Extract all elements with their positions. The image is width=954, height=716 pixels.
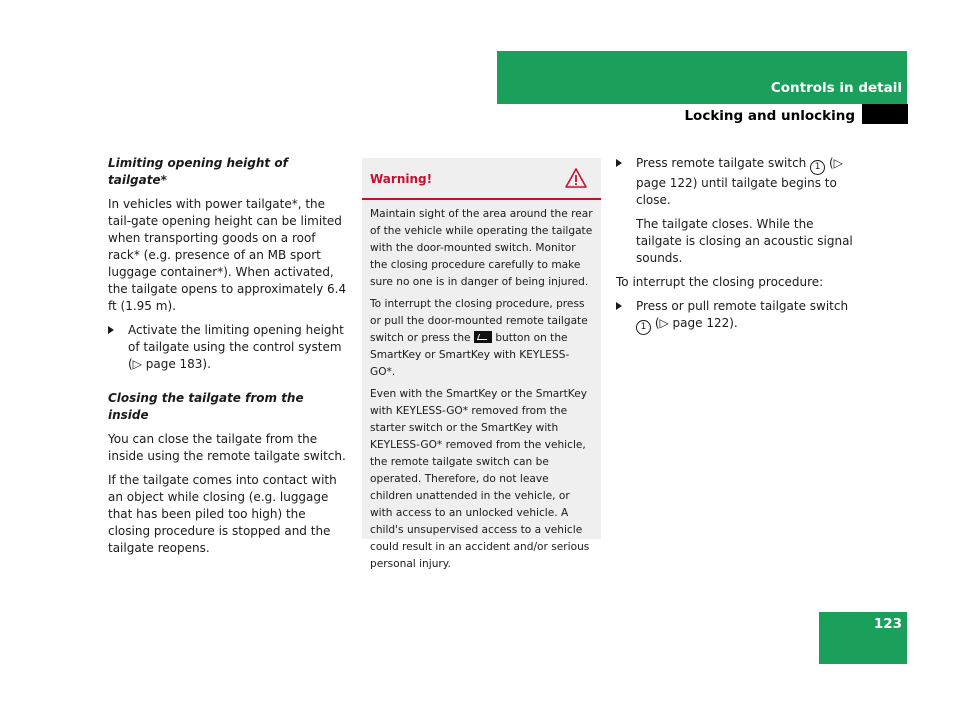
warning-paragraph-2: To interrupt the closing procedure, press or pull the door-mounted remote tailgate switch or press the button on the SmartKey or SmartKey with KEYLESS-GO*. [370,298,588,378]
paragraph-interrupt: To interrupt the closing procedure: [616,275,824,289]
section-marker [862,104,908,124]
triangle-bullet-icon [616,159,622,167]
warning-triangle-icon [565,168,587,188]
list-item [108,322,348,373]
warning-body [362,200,601,573]
warning-title: Warning! [370,172,433,186]
page-number: 123 [873,616,902,632]
header-band [497,51,907,104]
warning-box [362,158,601,570]
paragraph-limit-height: In vehicles with power tailgate*, the tail-gate opening height can be limited when transporting goods on a roof rack* (e.g. presence of an MB sport luggage container*). When activated, the tailgate opens to approximately 6.4 ft (1.95 m). [108,197,347,313]
warning-paragraph-1: Maintain sight of the area around the rear of the vehicle while operating the tailgate with the door-mounted switch. Monitor the closing procedure carefully to make sure no one is in danger of being injured. [370,208,593,288]
heading-close-inside: Closing the tailgate from the inside [108,391,304,422]
warning-header [362,158,601,200]
paragraph-closes: The tailgate closes. While the tailgate is closing an acoustic signal sounds. [636,217,853,265]
switch-number-icon: 1 [810,160,825,175]
tailgate-key-icon [474,331,492,343]
triangle-bullet-icon [616,302,622,310]
list-item: Press or pull remote tailgate switch 1 (▷ page 122). [616,298,861,335]
switch-number-icon: 1 [636,320,651,335]
paragraph-close-inside: You can close the tailgate from the inside using the remote tailgate switch. [108,432,346,463]
bullet-text: Activate the limiting opening height of tailgate using the control system (▷ page 183). [128,323,344,371]
subsection-title: Locking and unlocking [684,108,855,124]
column-right [616,155,861,342]
list-item: Press remote tailgate switch 1 (▷ page 122) until tailgate begins to close. [616,155,861,209]
section-title: Controls in detail [770,80,902,96]
column-left [108,155,348,564]
heading-limit-height: Limiting opening height of tailgate* [108,156,288,187]
paragraph-contact: If the tailgate comes into contact with an object while closing (e.g. luggage that has been piled too high) the closing procedure is stopped and the tailgate reopens. [108,473,337,555]
triangle-bullet-icon [108,326,114,334]
warning-paragraph-3: Even with the SmartKey or the SmartKey with KEYLESS-GO* removed from the starter switch or the SmartKey with KEYLESS-GO* removed from the vehicle, the remote tailgate switch can be operated. Therefore, do not leave children unattended in the vehicle, or with access to an unlocked vehicle. A child's unsupervised access to a vehicle could result in an accident and/or serious personal injury. [370,388,590,570]
